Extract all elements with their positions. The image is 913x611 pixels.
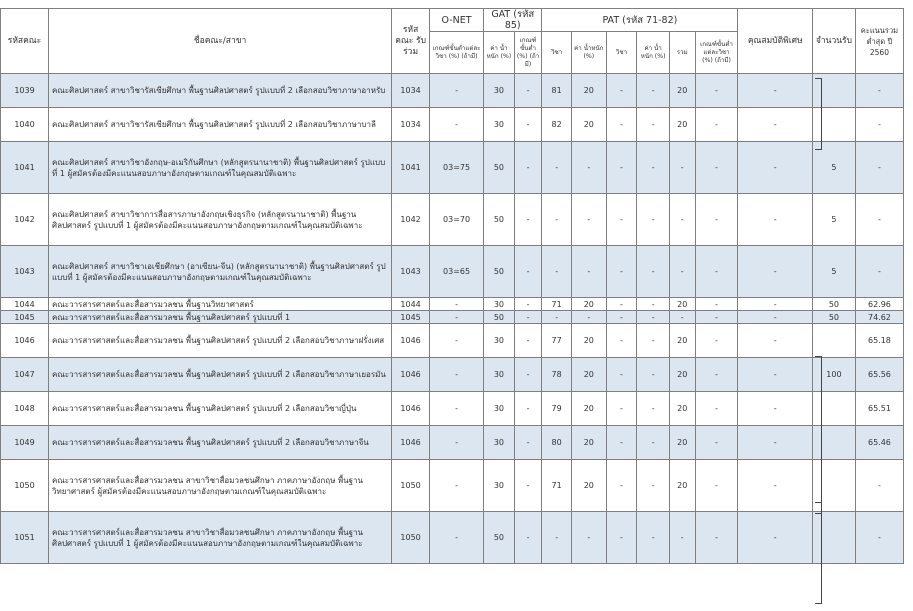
cell-min-score: 65.46 <box>855 426 903 460</box>
header-gat-weight: ค่า น้ำหนัก (%) <box>484 32 515 74</box>
header-pat-subject-2: วิชา <box>606 32 637 74</box>
header-code: รหัสคณะ <box>1 9 49 74</box>
cell-quota: 5 <box>813 194 856 246</box>
cell-pat-weight-1: 20 <box>571 74 606 108</box>
header-pat: PAT (รหัส 71-82) <box>542 9 738 32</box>
cell-name: คณะศิลปศาสตร์ สาขาวิชาเอเชียศึกษา (อาเซียน-จีน) (หลักสูตรนานาชาติ) พื้นฐานศิลปศาสตร์ รูปแบบที่ 1 ผู้สมัครต้องมีคะแนนสอบภาษาอังกฤษตามเกณฑ์ในคุณสมบัติเฉพาะ <box>49 246 392 298</box>
cell-special: - <box>738 512 813 564</box>
cell-gat-min: - <box>514 324 542 358</box>
cell-pat-min: - <box>695 358 738 392</box>
admission-table <box>0 8 904 564</box>
cell-pat-total: - <box>669 194 695 246</box>
cell-onet-min: - <box>429 74 483 108</box>
header-onet-min: เกณฑ์ขั้นต่ำแต่ละวิชา (%) (ถ้ามี) <box>429 32 483 74</box>
cell-min-score: 65.18 <box>855 324 903 358</box>
cell-name: คณะวารสารศาสตร์และสื่อสารมวลชน พื้นฐานศิลปศาสตร์ รูปแบบที่ 1 <box>49 311 392 324</box>
cell-joint: 1034 <box>392 108 430 142</box>
cell-joint: 1044 <box>392 298 430 311</box>
cell-pat-weight-1: 20 <box>571 392 606 426</box>
cell-min-score: 65.56 <box>855 358 903 392</box>
cell-pat-subject-2: - <box>606 358 637 392</box>
cell-joint: 1046 <box>392 392 430 426</box>
cell-onet-min: 03=70 <box>429 194 483 246</box>
table-row <box>1 298 904 311</box>
cell-gat-min: - <box>514 74 542 108</box>
cell-code: 1043 <box>1 246 49 298</box>
cell-pat-min: - <box>695 194 738 246</box>
cell-code: 1048 <box>1 392 49 426</box>
cell-gat-weight: 50 <box>484 194 515 246</box>
cell-gat-weight: 30 <box>484 108 515 142</box>
cell-pat-weight-2: - <box>637 311 670 324</box>
cell-gat-min: - <box>514 460 542 512</box>
cell-pat-weight-1: 20 <box>571 358 606 392</box>
header-special: คุณสมบัติพิเศษ <box>738 9 813 74</box>
header-gat-min: เกณฑ์ ขั้นต่ำ (%) (ถ้า มี) <box>514 32 542 74</box>
cell-pat-subject-1: 82 <box>542 108 572 142</box>
header-pat-weight-2: ค่า น้ำหนัก (%) <box>637 32 670 74</box>
cell-code: 1040 <box>1 108 49 142</box>
cell-special: - <box>738 142 813 194</box>
cell-pat-min: - <box>695 142 738 194</box>
cell-name: คณะวารสารศาสตร์และสื่อสารมวลชน พื้นฐานศิลปศาสตร์ รูปแบบที่ 2 เลือกสอบวิชาญี่ปุ่น <box>49 392 392 426</box>
cell-onet-min: - <box>429 392 483 426</box>
cell-pat-total: 20 <box>669 108 695 142</box>
cell-code: 1042 <box>1 194 49 246</box>
cell-onet-min: - <box>429 426 483 460</box>
cell-joint: 1050 <box>392 460 430 512</box>
cell-onet-min: 03=75 <box>429 142 483 194</box>
cell-gat-min: - <box>514 426 542 460</box>
cell-pat-total: - <box>669 512 695 564</box>
cell-pat-subject-2: - <box>606 311 637 324</box>
cell-special: - <box>738 324 813 358</box>
cell-name: คณะวารสารศาสตร์และสื่อสารมวลชน พื้นฐานศิลปศาสตร์ รูปแบบที่ 2 เลือกสอบวิชาภาษาจีน <box>49 426 392 460</box>
cell-onet-min: - <box>429 358 483 392</box>
cell-pat-subject-2: - <box>606 74 637 108</box>
cell-pat-subject-1: 81 <box>542 74 572 108</box>
cell-gat-weight: 30 <box>484 358 515 392</box>
cell-code: 1050 <box>1 460 49 512</box>
cell-special: - <box>738 246 813 298</box>
cell-pat-min: - <box>695 460 738 512</box>
cell-code: 1047 <box>1 358 49 392</box>
cell-quota: 5 <box>813 246 856 298</box>
header-pat-subject-1: วิชา <box>542 32 572 74</box>
cell-code: 1049 <box>1 426 49 460</box>
table-row <box>1 512 904 564</box>
cell-pat-weight-1: - <box>571 512 606 564</box>
table-row <box>1 246 904 298</box>
cell-quota: 50 <box>813 298 856 311</box>
quota-bracket-1 <box>815 78 822 150</box>
cell-gat-weight: 50 <box>484 142 515 194</box>
cell-gat-weight: 50 <box>484 246 515 298</box>
cell-pat-weight-2: - <box>637 298 670 311</box>
cell-onet-min: 03=65 <box>429 246 483 298</box>
cell-gat-min: - <box>514 246 542 298</box>
cell-pat-subject-2: - <box>606 194 637 246</box>
cell-pat-weight-2: - <box>637 142 670 194</box>
header-gat: GAT (รหัส 85) <box>484 9 542 32</box>
cell-pat-subject-1: - <box>542 311 572 324</box>
cell-special: - <box>738 311 813 324</box>
cell-special: - <box>738 392 813 426</box>
cell-pat-weight-1: 20 <box>571 426 606 460</box>
cell-name: คณะวารสารศาสตร์และสื่อสารมวลชน พื้นฐานศิลปศาสตร์ รูปแบบที่ 2 เลือกสอบวิชาภาษาเยอรมัน <box>49 358 392 392</box>
cell-onet-min: - <box>429 512 483 564</box>
cell-min-score: - <box>855 142 903 194</box>
cell-min-score: - <box>855 460 903 512</box>
cell-quota: 100 <box>813 358 856 392</box>
cell-pat-min: - <box>695 426 738 460</box>
cell-pat-total: 20 <box>669 392 695 426</box>
cell-quota <box>813 324 856 358</box>
cell-joint: 1050 <box>392 512 430 564</box>
cell-pat-weight-1: - <box>571 142 606 194</box>
cell-name: คณะศิลปศาสตร์ สาขาวิชารัสเซียศึกษา พื้นฐานศิลปศาสตร์ รูปแบบที่ 2 เลือกสอบวิชาภาษาบาลี <box>49 108 392 142</box>
cell-min-score: - <box>855 512 903 564</box>
cell-pat-subject-1: - <box>542 512 572 564</box>
cell-pat-weight-2: - <box>637 460 670 512</box>
cell-min-score: 74.62 <box>855 311 903 324</box>
cell-name: คณะวารสารศาสตร์และสื่อสารมวลชน สาขาวิชาสื่อมวลชนศึกษา ภาคภาษาอังกฤษ พื้นฐานศิลปศาสตร์ รูปแบบที่ 1 ผู้สมัครต้องมีคะแนนสอบภาษาอังกฤษตามเกณฑ์ในคุณสมบัติเฉพาะ <box>49 512 392 564</box>
cell-special: - <box>738 74 813 108</box>
table-row <box>1 108 904 142</box>
cell-code: 1046 <box>1 324 49 358</box>
cell-name: คณะศิลปศาสตร์ สาขาวิชารัสเซียศึกษา พื้นฐานศิลปศาสตร์ รูปแบบที่ 2 เลือกสอบวิชาภาษาอาหรับ <box>49 74 392 108</box>
table-row <box>1 426 904 460</box>
cell-min-score: - <box>855 108 903 142</box>
cell-special: - <box>738 298 813 311</box>
cell-pat-weight-1: 20 <box>571 108 606 142</box>
cell-quota: 50 <box>813 311 856 324</box>
header-pat-min: เกณฑ์ขั้นต่ำ แต่ละวิชา (%) (ถ้ามี) <box>695 32 738 74</box>
cell-pat-subject-2: - <box>606 246 637 298</box>
cell-name: คณะวารสารศาสตร์และสื่อสารมวลชน พื้นฐานศิลปศาสตร์ รูปแบบที่ 2 เลือกสอบวิชาภาษาฝรั่งเศส <box>49 324 392 358</box>
table-row <box>1 392 904 426</box>
cell-pat-subject-2: - <box>606 460 637 512</box>
cell-pat-total: 20 <box>669 426 695 460</box>
cell-onet-min: - <box>429 324 483 358</box>
cell-gat-weight: 30 <box>484 392 515 426</box>
header-onet: O-NET <box>429 9 483 32</box>
cell-joint: 1034 <box>392 74 430 108</box>
cell-pat-total: 20 <box>669 460 695 512</box>
cell-special: - <box>738 358 813 392</box>
cell-onet-min: - <box>429 298 483 311</box>
table-row <box>1 74 904 108</box>
cell-pat-subject-1: - <box>542 194 572 246</box>
cell-gat-min: - <box>514 311 542 324</box>
table-row <box>1 460 904 512</box>
cell-onet-min: - <box>429 311 483 324</box>
cell-gat-weight: 30 <box>484 460 515 512</box>
table-row <box>1 311 904 324</box>
cell-gat-min: - <box>514 392 542 426</box>
header-pat-weight-1: ค่า น้ำหนัก (%) <box>571 32 606 74</box>
cell-joint: 1046 <box>392 324 430 358</box>
header-min-score: คะแนนรวม ต่ำสุด ปี 2560 <box>855 9 903 74</box>
cell-pat-subject-2: - <box>606 142 637 194</box>
cell-gat-weight: 30 <box>484 298 515 311</box>
cell-gat-min: - <box>514 512 542 564</box>
cell-pat-subject-1: 71 <box>542 298 572 311</box>
cell-pat-total: - <box>669 246 695 298</box>
cell-gat-min: - <box>514 358 542 392</box>
cell-name: คณะวารสารศาสตร์และสื่อสารมวลชน สาขาวิชาสื่อมวลชนศึกษา ภาคภาษาอังกฤษ พื้นฐานวิทยาศาสตร์ ผู้สมัครต้องมีคะแนนสอบภาษาอังกฤษตามเกณฑ์ในคุณสมบัติเฉพาะ <box>49 460 392 512</box>
cell-quota: 5 <box>813 142 856 194</box>
cell-pat-weight-2: - <box>637 512 670 564</box>
cell-pat-total: 20 <box>669 74 695 108</box>
quota-bracket-3 <box>815 502 822 604</box>
cell-special: - <box>738 108 813 142</box>
cell-pat-subject-1: 78 <box>542 358 572 392</box>
cell-pat-weight-2: - <box>637 392 670 426</box>
cell-pat-min: - <box>695 311 738 324</box>
header-joint: รหัสคณะ รับร่วม <box>392 9 430 74</box>
cell-pat-weight-2: - <box>637 324 670 358</box>
cell-pat-subject-2: - <box>606 392 637 426</box>
cell-pat-weight-2: - <box>637 74 670 108</box>
cell-pat-subject-2: - <box>606 426 637 460</box>
cell-pat-subject-2: - <box>606 324 637 358</box>
cell-joint: 1046 <box>392 426 430 460</box>
cell-name: คณะศิลปศาสตร์ สาขาวิชาอังกฤษ-อเมริกันศึกษา (หลักสูตรนานาชาติ) พื้นฐานศิลปศาสตร์ รูปแบบที่ 1 ผู้สมัครต้องมีคะแนนสอบภาษาอังกฤษตามเกณฑ์ในคุณสมบัติเฉพาะ <box>49 142 392 194</box>
cell-pat-weight-1: 20 <box>571 298 606 311</box>
cell-pat-subject-1: 79 <box>542 392 572 426</box>
cell-min-score: 62.96 <box>855 298 903 311</box>
cell-pat-subject-1: 71 <box>542 460 572 512</box>
cell-pat-min: - <box>695 108 738 142</box>
cell-pat-weight-2: - <box>637 108 670 142</box>
cell-pat-weight-2: - <box>637 358 670 392</box>
quota-bracket-2 <box>815 356 822 514</box>
cell-pat-weight-1: - <box>571 311 606 324</box>
cell-code: 1051 <box>1 512 49 564</box>
cell-pat-min: - <box>695 298 738 311</box>
cell-joint: 1046 <box>392 358 430 392</box>
table-row <box>1 142 904 194</box>
cell-pat-min: - <box>695 246 738 298</box>
cell-min-score: - <box>855 74 903 108</box>
cell-pat-weight-1: - <box>571 246 606 298</box>
cell-gat-min: - <box>514 142 542 194</box>
cell-pat-total: - <box>669 142 695 194</box>
cell-special: - <box>738 460 813 512</box>
cell-gat-weight: 30 <box>484 74 515 108</box>
cell-pat-weight-1: 20 <box>571 324 606 358</box>
cell-pat-weight-2: - <box>637 194 670 246</box>
cell-pat-total: 20 <box>669 358 695 392</box>
cell-pat-weight-2: - <box>637 246 670 298</box>
cell-pat-min: - <box>695 512 738 564</box>
cell-gat-weight: 30 <box>484 426 515 460</box>
cell-gat-min: - <box>514 194 542 246</box>
cell-gat-weight: 50 <box>484 512 515 564</box>
cell-code: 1044 <box>1 298 49 311</box>
cell-gat-weight: 50 <box>484 311 515 324</box>
cell-pat-min: - <box>695 392 738 426</box>
cell-code: 1041 <box>1 142 49 194</box>
cell-pat-weight-1: - <box>571 194 606 246</box>
cell-min-score: - <box>855 194 903 246</box>
table-body <box>1 74 904 564</box>
cell-pat-subject-1: - <box>542 246 572 298</box>
cell-gat-min: - <box>514 298 542 311</box>
cell-pat-subject-1: 77 <box>542 324 572 358</box>
cell-code: 1039 <box>1 74 49 108</box>
cell-onet-min: - <box>429 460 483 512</box>
cell-onet-min: - <box>429 108 483 142</box>
cell-pat-min: - <box>695 74 738 108</box>
cell-joint: 1045 <box>392 311 430 324</box>
cell-min-score: - <box>855 246 903 298</box>
cell-joint: 1043 <box>392 246 430 298</box>
header-row-1 <box>1 9 904 32</box>
table-row <box>1 194 904 246</box>
cell-joint: 1041 <box>392 142 430 194</box>
header-pat-total: รวม <box>669 32 695 74</box>
cell-pat-subject-2: - <box>606 512 637 564</box>
cell-pat-total: - <box>669 311 695 324</box>
cell-pat-subject-1: - <box>542 142 572 194</box>
header-quota: จำนวนรับ <box>813 9 856 74</box>
cell-pat-weight-2: - <box>637 426 670 460</box>
cell-gat-weight: 30 <box>484 324 515 358</box>
cell-name: คณะศิลปศาสตร์ สาขาวิชาการสื่อสารภาษาอังกฤษเชิงธุรกิจ (หลักสูตรนานาชาติ) พื้นฐานศิลปศาสตร์ รูปแบบที่ 1 ผู้สมัครต้องมีคะแนนสอบภาษาอังกฤษตามเกณฑ์ในคุณสมบัติเฉพาะ <box>49 194 392 246</box>
cell-pat-weight-1: 20 <box>571 460 606 512</box>
cell-pat-min: - <box>695 324 738 358</box>
cell-pat-subject-2: - <box>606 298 637 311</box>
table-row <box>1 324 904 358</box>
cell-name: คณะวารสารศาสตร์และสื่อสารมวลชน พื้นฐานวิทยาศาสตร์ <box>49 298 392 311</box>
cell-pat-total: 20 <box>669 298 695 311</box>
cell-special: - <box>738 426 813 460</box>
cell-joint: 1042 <box>392 194 430 246</box>
table-row <box>1 358 904 392</box>
header-name: ชื่อคณะ/สาขา <box>49 9 392 74</box>
cell-special: - <box>738 194 813 246</box>
cell-code: 1045 <box>1 311 49 324</box>
cell-pat-subject-2: - <box>606 108 637 142</box>
cell-pat-total: 20 <box>669 324 695 358</box>
cell-min-score: 65.51 <box>855 392 903 426</box>
cell-gat-min: - <box>514 108 542 142</box>
cell-pat-subject-1: 80 <box>542 426 572 460</box>
